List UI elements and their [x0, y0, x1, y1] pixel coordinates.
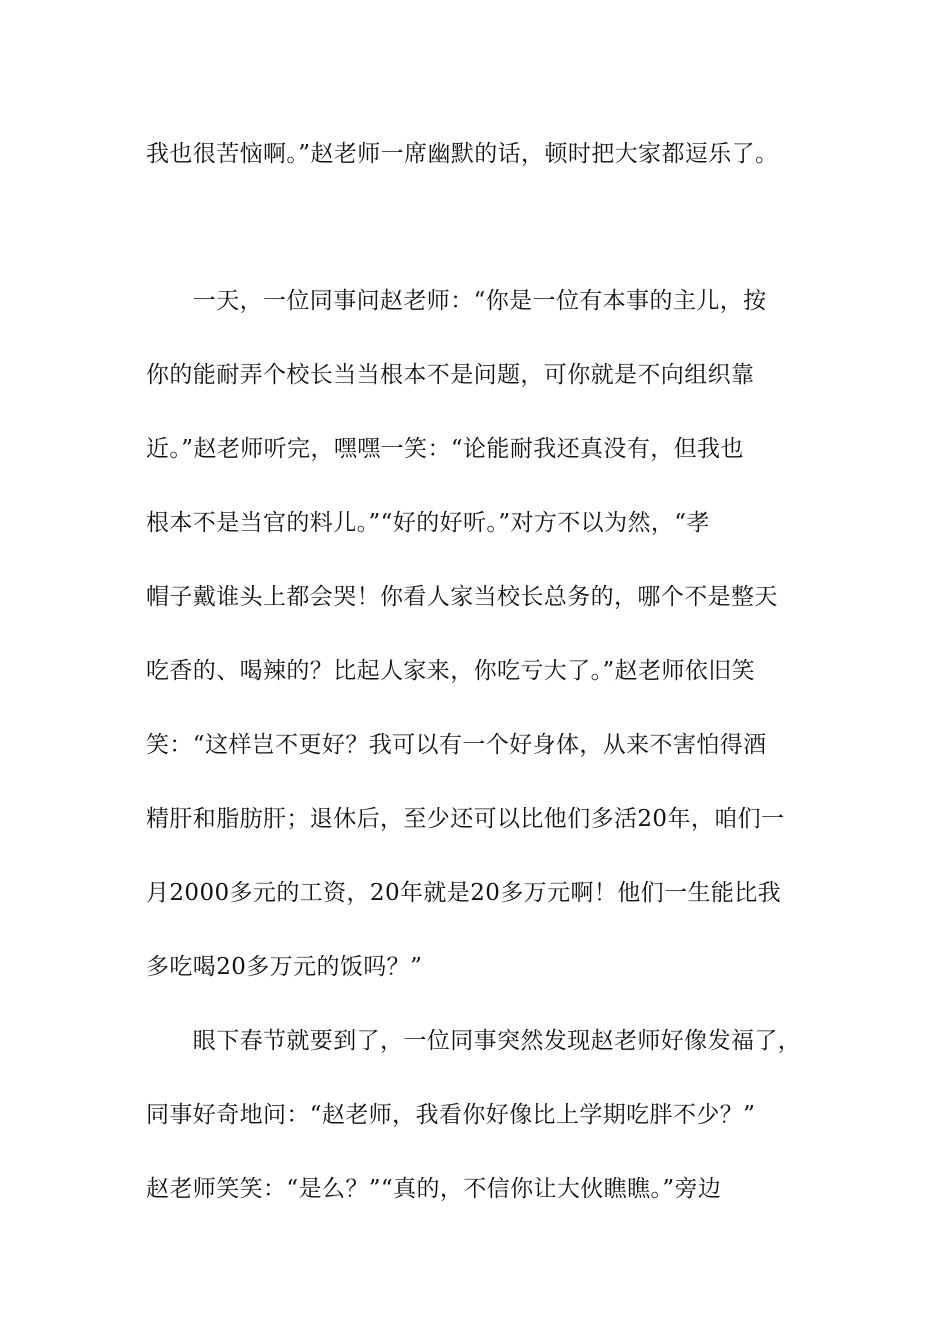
text-line: 吃香的、喝辣的？比起人家来，你吃亏大了。”赵老师依旧笑	[146, 658, 756, 684]
text-line: 我也很苦恼啊。”赵老师一席幽默的话，顿时把大家都逗乐了。	[146, 141, 779, 167]
text-line: 精肝和脂肪肝；退休后，至少还可以比他们多活20年，咱们一	[146, 806, 785, 832]
text-line: 同事好奇地问：“赵老师，我看你好像比上学期吃胖不少？”	[146, 1102, 756, 1128]
text-line: 月2000多元的工资，20年就是20多万元啊！他们一生能比我	[146, 880, 782, 906]
text-line: 你的能耐弄个校长当当根本不是问题，可你就是不向组织靠	[146, 362, 755, 388]
text-line: 赵老师笑笑：“是么？”“真的，不信你让大伙瞧瞧。”旁边	[146, 1176, 722, 1202]
text-line: 笑：“这样岂不更好？我可以有一个好身体，从来不害怕得酒	[146, 732, 767, 758]
text-line: 近。”赵老师听完，嘿嘿一笑：“论能耐我还真没有，但我也	[146, 436, 744, 462]
text-line: 帽子戴谁头上都会哭！你看人家当校长总务的，哪个不是整天	[146, 584, 778, 610]
text-line: 一天，一位同事问赵老师：“你是一位有本事的主儿，按	[146, 288, 767, 314]
text-line: 眼下春节就要到了，一位同事突然发现赵老师好像发福了，	[146, 1028, 802, 1054]
text-line: 多吃喝20多万元的饭吗？”	[146, 954, 423, 980]
text-line: 根本不是当官的料儿。”“好的好听。”对方不以为然，“孝	[146, 510, 710, 536]
